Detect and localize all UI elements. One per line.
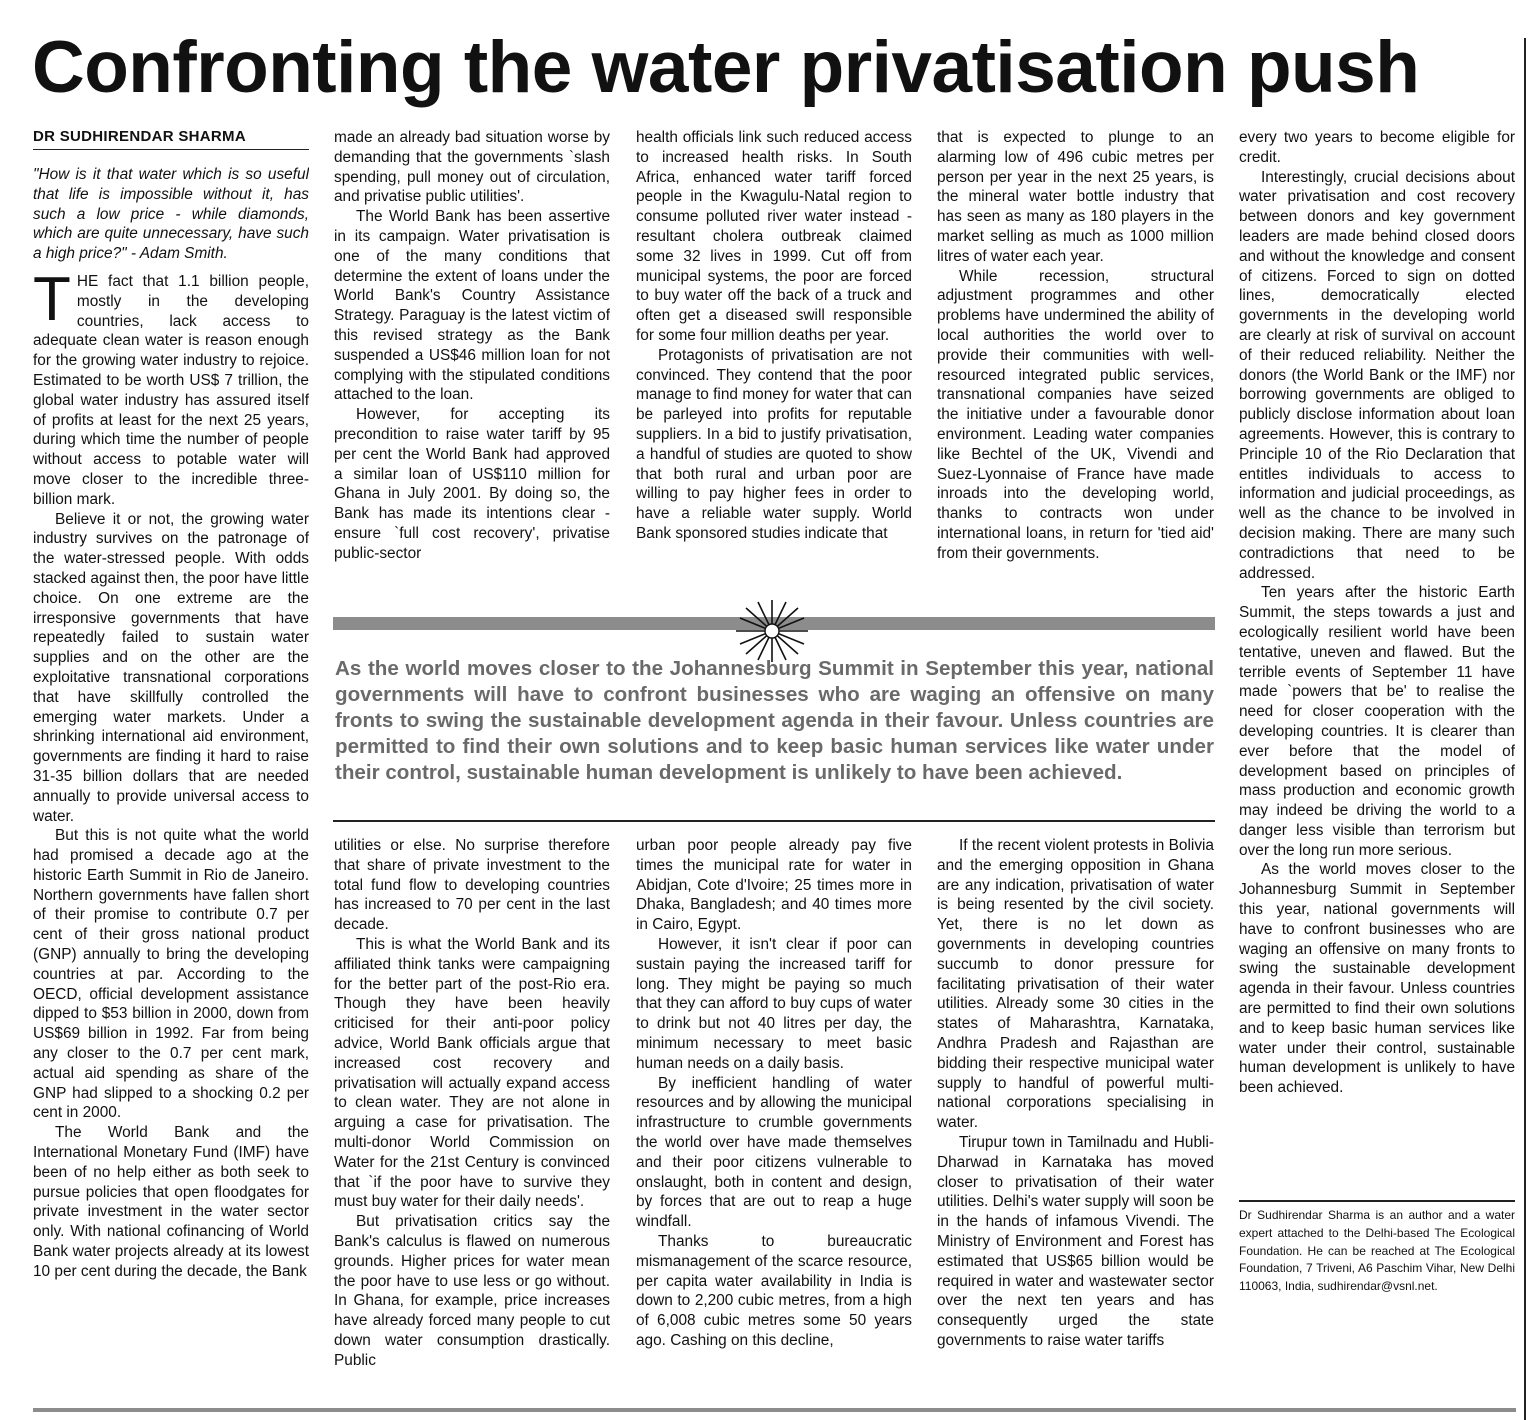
- paragraph: Tirupur town in Tamilnadu and Hubli-Dharwad in Karnataka has moved closer to privatisation of their water utilities. Delhi's water supply will soon be in the hands of infamous Vivendi. The Ministry of Environment and Forest has estimated that US$65 billion would be required in water and wastewater sector over the next ten years and has consequently urged the state governments to raise water tariffs: [937, 1133, 1214, 1349]
- column-2-top: [334, 128, 610, 604]
- paragraph: If the recent violent protests in Bolivia and the emerging opposition in Ghana are any indication, privatisation of water is being resented by the civil society. Yet, there is no let down as governments in developing countries succumb to donor pressure for facilitating privatisation of their water utilities. Already some 30 cities in the states of Maharashtra, Karnataka, Andhra Pradesh and Rajasthan are bidding their respective municipal water supply to handful of powerful multi-national corporations specialising in water.: [937, 837, 1214, 1132]
- epigraph: "How is it that water which is so useful that life is impossible without it, has such a low price - while diamonds, which are quite unnecessary, have such a high price?" - Adam Smith.: [33, 166, 309, 263]
- paragraph: every two years to become eligible for credit.: [1239, 129, 1515, 166]
- paragraph: Interestingly, crucial decisions about water privatisation and cost recovery between donors and key government leaders are made behind closed doors and without the knowledge and consent of citizens. Forced to sign on dotted lines, democratically elected governments in the developing world are clearly at risk of survival on account of their reduced reliability. Neither the donors (the World Bank or the IMF) nor borrowing governments are obliged to publicly disclose information about loan agreements. However, this is contrary to Principle 10 of the Rio Declaration that entitles individuals to access to information and judicial proceedings, as well as the chance to be involved in decision making. There are many such contradictions that need to be addressed.: [1239, 168, 1515, 582]
- byline: DR SUDHIRENDAR SHARMA: [33, 128, 309, 150]
- paragraph: This is what the World Bank and its affiliated think tanks were campaigning for the better part of the post-Rio era. Though they have been heavily criticised for their anti-poor policy advice, World Bank officials argue that increased cost recovery and privatisation will actually expand access to clean water. They are not alone in arguing a case for privatisation. The multi-donor World Commission on Water for the 21st Century is convinced that `if the poor have to survive they must buy water for their daily needs'.: [334, 935, 610, 1211]
- column-4-top: [937, 128, 1214, 604]
- paragraph: But this is not quite what the world had promised a decade ago at the historic Earth Summit in Rio de Janeiro. Northern governments have fallen short of their promise to contribute 0.7 per cent of their gross national product (GNP) annually to bring the developing countries at par. According to the OECD, official development assistance dipped to $53 billion in 2000, down from US$69 billion in 1992. Far from being any closer to the 0.7 per cent mark, actual aid spending as share of the GNP had slipped to a shocking 0.2 per cent in 2000.: [33, 827, 309, 1122]
- paragraph: health officials link such reduced access to increased health risks. In South Africa, enhanced water tariff forced people in the Kwagulu-Natal region to consume polluted river water instead - resultant cholera outbreak claimed some 32 lives in 1999. Cut off from municipal systems, the poor are forced to buy water off the back of a truck and often get a diseased swill responsible for some four million deaths per year.: [636, 129, 912, 344]
- pullquote-bottom-rule: [333, 820, 1215, 822]
- column-3-bottom: [636, 836, 912, 1396]
- paragraph: However, it isn't clear if poor can sustain paying the increased tariff for long. They might be paying so much that they can afford to buy cups of water to drink but not 40 litres per day, the minimum necessary to meet basic human needs on a daily basis.: [636, 935, 912, 1072]
- paragraph: Protagonists of privatisation are not convinced. They contend that the poor manage to find money for water that can be parleyed into profits for reputable suppliers. In a bid to justify privatisation, a handful of studies are quoted to show that both rural and urban poor are willing to pay higher fees in order to have a reliable water supply. World Bank sponsored studies indicate that: [636, 346, 912, 542]
- headline: Confronting the water privatisation push: [32, 27, 1420, 108]
- paragraph: Believe it or not, the growing water industry survives on the patronage of the water-stressed people. With odds stacked against then, the poor have little choice. On one extreme are the irresponsive governments that have repeatedly failed to sustain water supplies and on the other are the exploitative transnational corporations that have skillfully controlled the emerging water markets. Under a shrinking international aid environment, governments are finding it hard to raise 31-35 billion dollars that are needed annually to provide universal access to water.: [33, 510, 309, 825]
- column-2-bottom: [334, 836, 610, 1396]
- paragraph: By inefficient handling of water resources and by allowing the municipal infrastructure to crumble governments the world over have made themselves and their poor citizens vulnerable to onslaught, both in content and design, by forces that are out to reap a huge windfall.: [636, 1074, 912, 1231]
- paragraph: that is expected to plunge to an alarming low of 496 cubic metres per person per year in the next 25 years, is the mineral water bottle industry that has seen as many as 180 players in the market selling as much as 1000 million litres of water each year.: [937, 129, 1214, 265]
- author-bio: Dr Sudhirendar Sharma is an author and a water expert attached to the Delhi-based The Ecological Foundation. He can be reached at The Ecological Foundation, 7 Triveni, A6 Paschim Vihar, New Delhi 110063, India, sudhirendar@vsnl.net.: [1239, 1208, 1515, 1294]
- column-1: [33, 128, 309, 1398]
- drop-cap: T: [33, 264, 71, 334]
- pullquote: As the world moves closer to the Johannesburg Summit in September this year, national governments will have to confront businesses who are waging an offensive on many fronts to swing the sustainable development agenda in their favour. Unless countries are permitted to find their own solutions and to keep basic human services like water under their control, sustainable human development is unlikely to have been achieved.: [335, 657, 1214, 784]
- lead-paragraph-text: HE fact that 1.1 billion people, mostly in the developing countries, lack access to adequate clean water is reason enough for the growing water industry to rejoice. Estimated to be worth US$ 7 trillion, the global water industry has assured itself of profits at least for the next 25 years, during which time the number of people without access to potable water will move closer to the incredible three-billion mark.: [33, 272, 309, 508]
- bio-rule: [1239, 1200, 1515, 1202]
- paragraph: utilities or else. No surprise therefore that share of private investment to the total fund flow to developing countries has increased to 70 per cent in the last decade.: [334, 837, 610, 934]
- bottom-rule: [33, 1408, 1516, 1412]
- paragraph: But privatisation critics say the Bank's calculus is flawed on numerous grounds. Higher prices for water mean the poor have to use less or go without. In Ghana, for example, price increases have already forced many people to cut down water consumption drastically. Public: [334, 1213, 610, 1369]
- column-4-bottom: [937, 836, 1214, 1396]
- paragraph: However, for accepting its precondition to raise water tariff by 95 per cent the World Bank had approved a similar loan of US$110 million for Ghana in July 2001. By doing so, the Bank has made its intentions clear - ensure `full cost recovery', privatise public-sector: [334, 406, 610, 562]
- paragraph: urban poor people already pay five times the municipal rate for water in Abidjan, Cote d'Ivoire; 25 times more in Dhaka, Bangladesh; and 40 times more in Cairo, Egypt.: [636, 837, 912, 934]
- column-3-top: [636, 128, 912, 604]
- starburst-icon: [732, 598, 812, 664]
- column-5: [1239, 128, 1515, 1196]
- paragraph: The World Bank has been assertive in its campaign. Water privatisation is one of the many conditions that determine the extent of loans under the World Bank's Country Assistance Strategy. Paraguay is the latest victim of this revised strategy as the Bank suspended a US$46 million loan for not complying with the stipulated conditions attached to the loan.: [334, 208, 610, 404]
- paragraph: Ten years after the historic Earth Summit, the steps towards a just and ecologically resilient world have been tentative, uneven and flawed. But the terrible events of September 11 have made `powers that be' to realise the need for closer cooperation with the developing countries. It is clearer than ever before that the model of development based on principles of mass production and economic growth may indeed be driving the world to a danger less visible than terrorism but over the long run more serious.: [1239, 584, 1515, 859]
- right-border-rule: [1524, 38, 1526, 1420]
- lead-paragraph: [33, 264, 309, 510]
- paragraph: While recession, structural adjustment programmes and other problems have undermined the ability of local authorities the world over to provide their communities with well-resourced integrated public services, transnational companies have seized the initiative under a favourable donor environment. Leading water companies like Bechtel of the UK, Vivendi and Suez-Lyonnaise of France have made inroads into the developing world, thanks to contracts won under international loans, in return for 'tied aid' from their governments.: [937, 267, 1214, 562]
- paragraph: Thanks to bureaucratic mismanagement of the scarce resource, per capita water availability in India is down to 2,200 cubic metres, from a high of 6,008 cubic metres some 50 years ago. Cashing on this decline,: [636, 1232, 912, 1349]
- paragraph: The World Bank and the International Monetary Fund (IMF) have been of no help either as both seek to pursue policies that open floodgates for private investment in the water sector only. With national cofinancing of World Bank water projects already at its lowest 10 per cent during the decade, the Bank: [33, 1124, 309, 1280]
- paragraph: made an already bad situation worse by demanding that the governments `slash spending, pull money out of circulation, and privatise public utilities'.: [334, 129, 610, 206]
- paragraph: As the world moves closer to the Johannesburg Summit in September this year, national governments will have to confront businesses who are waging an offensive on many fronts to swing the sustainable development agenda in their favour. Unless countries are permitted to find their own solutions and to keep basic human services like water under their control, sustainable human development is unlikely to have been achieved.: [1239, 861, 1515, 1097]
